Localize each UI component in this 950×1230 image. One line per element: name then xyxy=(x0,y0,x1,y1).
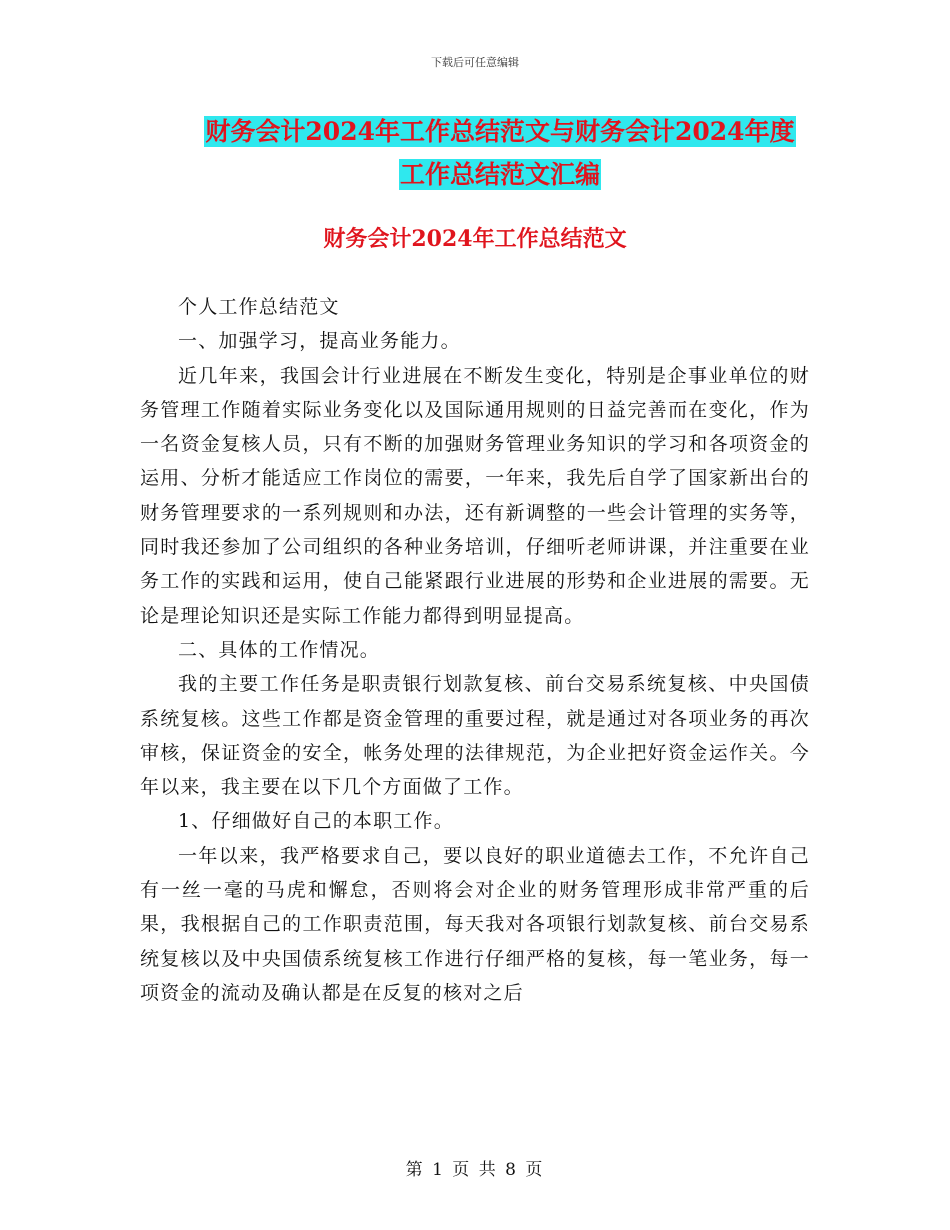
paragraph: 一年以来，我严格要求自己，要以良好的职业道德去工作，不允许自己有一丝一毫的马虎和懈怠，否则将会对企业的财务管理形成非常严重的后果，我根据自己的工作职责范围，每天我对各项银行划款复核、前台交易系统复核以及中央国债系统复核工作进行仔细严格的复核，每一笔业务，每一项资金的流动及确认都是在反复的核对之后 xyxy=(140,844,810,1004)
document-title-line-2: 工作总结范文汇编 xyxy=(399,160,600,189)
page-header-note: 下载后可任意编辑 xyxy=(431,56,519,69)
paragraph: 我的主要工作任务是职责银行划款复核、前台交易系统复核、中央国债系统复核。这些工作都是资金管理的重要过程，就是通过对各项业务的再次审核，保证资金的安全，帐务处理的法律规范，为企业把好资金运作关。今年以来，我主要在以下几个方面做了工作。 xyxy=(140,673,810,799)
paragraph: 二、具体的工作情况。 xyxy=(178,638,381,661)
paragraph: 1、仔细做好自己的本职工作。 xyxy=(178,810,454,833)
document-title xyxy=(145,110,855,196)
document-title-line-1: 财务会计2024年工作总结范文与财务会计2024年度 xyxy=(205,117,795,146)
paragraph: 近几年来，我国会计行业进展在不断发生变化，特别是企事业单位的财务管理工作随着实际业务变化以及国际通用规则的日益完善而在变化，作为一名资金复核人员，只有不断的加强财务管理业务知识的学习和各项资金的运用、分析才能适应工作岗位的需要，一年来，我先后自学了国家新出台的财务管理要求的一系列规则和办法，还有新调整的一些会计管理的实务等，同时我还参加了公司组织的各种业务培训，仔细听老师讲课，并注重要在业务工作的实践和运用，使自己能紧跟行业进展的形势和企业进展的需要。无论是理论知识还是实际工作能力都得到明显提高。 xyxy=(140,364,810,627)
paragraph: 个人工作总结范文 xyxy=(178,296,340,318)
page-number-footer: 第 1 页 共 8 页 xyxy=(405,1160,545,1180)
document-body xyxy=(140,290,810,1010)
paragraph: 一、加强学习，提高业务能力。 xyxy=(178,330,461,353)
section-title: 财务会计2024年工作总结范文 xyxy=(323,226,627,252)
